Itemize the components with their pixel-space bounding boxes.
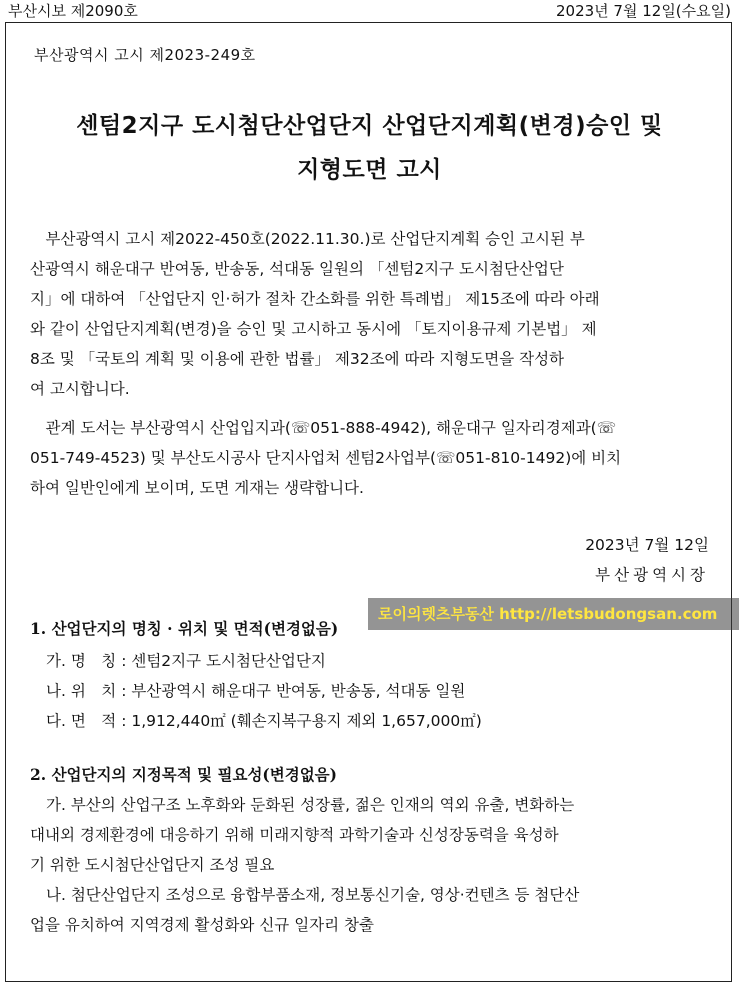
page-title xyxy=(0,104,739,192)
paragraph-line: 부산광역시 고시 제2022-450호(2022.11.30.)로 산업단지계획 승인 고시된 부 xyxy=(30,230,585,248)
section-1-item-name: 가. 명 칭 : 센텀2지구 도시첨단산업단지 xyxy=(46,652,326,670)
bulletin-date: 2023년 7월 12일(수요일) xyxy=(556,2,731,20)
title-line: 센텀2지구 도시첨단산업단지 산업단지계획(변경)승인 및 xyxy=(76,113,663,139)
section-2-line: 나. 첨단산업단지 조성으로 융합부품소재, 정보통신기술, 영상·컨텐츠 등 첨단산 xyxy=(46,886,580,904)
signature-block xyxy=(585,530,709,590)
signature-date: 2023년 7월 12일 xyxy=(585,536,709,554)
notice-paragraph-1 xyxy=(30,224,710,404)
section-2-body xyxy=(30,790,710,940)
notice-paragraph-2 xyxy=(30,413,710,503)
title-line: 지형도면 고시 xyxy=(297,157,442,183)
section-1-item-area: 다. 면 적 : 1,912,440㎡ (훼손지복구용지 제외 1,657,000㎡) xyxy=(46,712,482,730)
paragraph-line: 8조 및 「국토의 계획 및 이용에 관한 법률」 제32조에 따라 지형도면을 작성하 xyxy=(30,350,565,368)
section-2-line: 업을 유치하여 지역경제 활성화와 신규 일자리 창출 xyxy=(30,916,374,934)
paragraph-line: 지」에 대하여 「산업단지 인·허가 절차 간소화를 위한 특례법」 제15조에 따라 아래 xyxy=(30,290,600,308)
paragraph-line: 051-749-4523) 및 부산도시공사 단지사업처 센텀2사업부(☏051-810-1492)에 비치 xyxy=(30,449,622,467)
section-1-title: 1. 산업단지의 명칭 · 위치 및 면적(변경없음) xyxy=(30,619,339,638)
notice-number: 부산광역시 고시 제2023-249호 xyxy=(34,46,256,64)
section-2-line: 기 위한 도시첨단산업단지 조성 필요 xyxy=(30,856,275,874)
bulletin-number: 부산시보 제2090호 xyxy=(8,2,138,20)
section-1-item-location: 나. 위 치 : 부산광역시 해운대구 반여동, 반송동, 석대동 일원 xyxy=(46,682,466,700)
issuer-name: 부산광역시장 xyxy=(595,566,709,584)
paragraph-line: 여 고시합니다. xyxy=(30,380,130,398)
paragraph-line: 관계 도서는 부산광역시 산업입지과(☏051-888-4942), 해운대구 일자리경제과(☏ xyxy=(30,419,617,437)
paragraph-line: 하여 일반인에게 보이며, 도면 게재는 생략합니다. xyxy=(30,479,364,497)
bulletin-header xyxy=(0,0,739,22)
section-2-line: 가. 부산의 산업구조 노후화와 둔화된 성장률, 젊은 인재의 역외 유출, 변화하는 xyxy=(46,796,575,814)
paragraph-line: 와 같이 산업단지계획(변경)을 승인 및 고시하고 동시에 「토지이용규제 기본법」 제 xyxy=(30,320,597,338)
paragraph-line: 산광역시 해운대구 반여동, 반송동, 석대동 일원의 「센텀2지구 도시첨단산업단 xyxy=(30,260,564,278)
section-2-line: 대내외 경제환경에 대응하기 위해 미래지향적 과학기술과 신성장동력을 육성하 xyxy=(30,826,559,844)
section-2-title: 2. 산업단지의 지정목적 및 필요성(변경없음) xyxy=(30,765,337,784)
site-watermark: 로이의렛츠부동산 http://letsbudongsan.com xyxy=(368,598,739,630)
